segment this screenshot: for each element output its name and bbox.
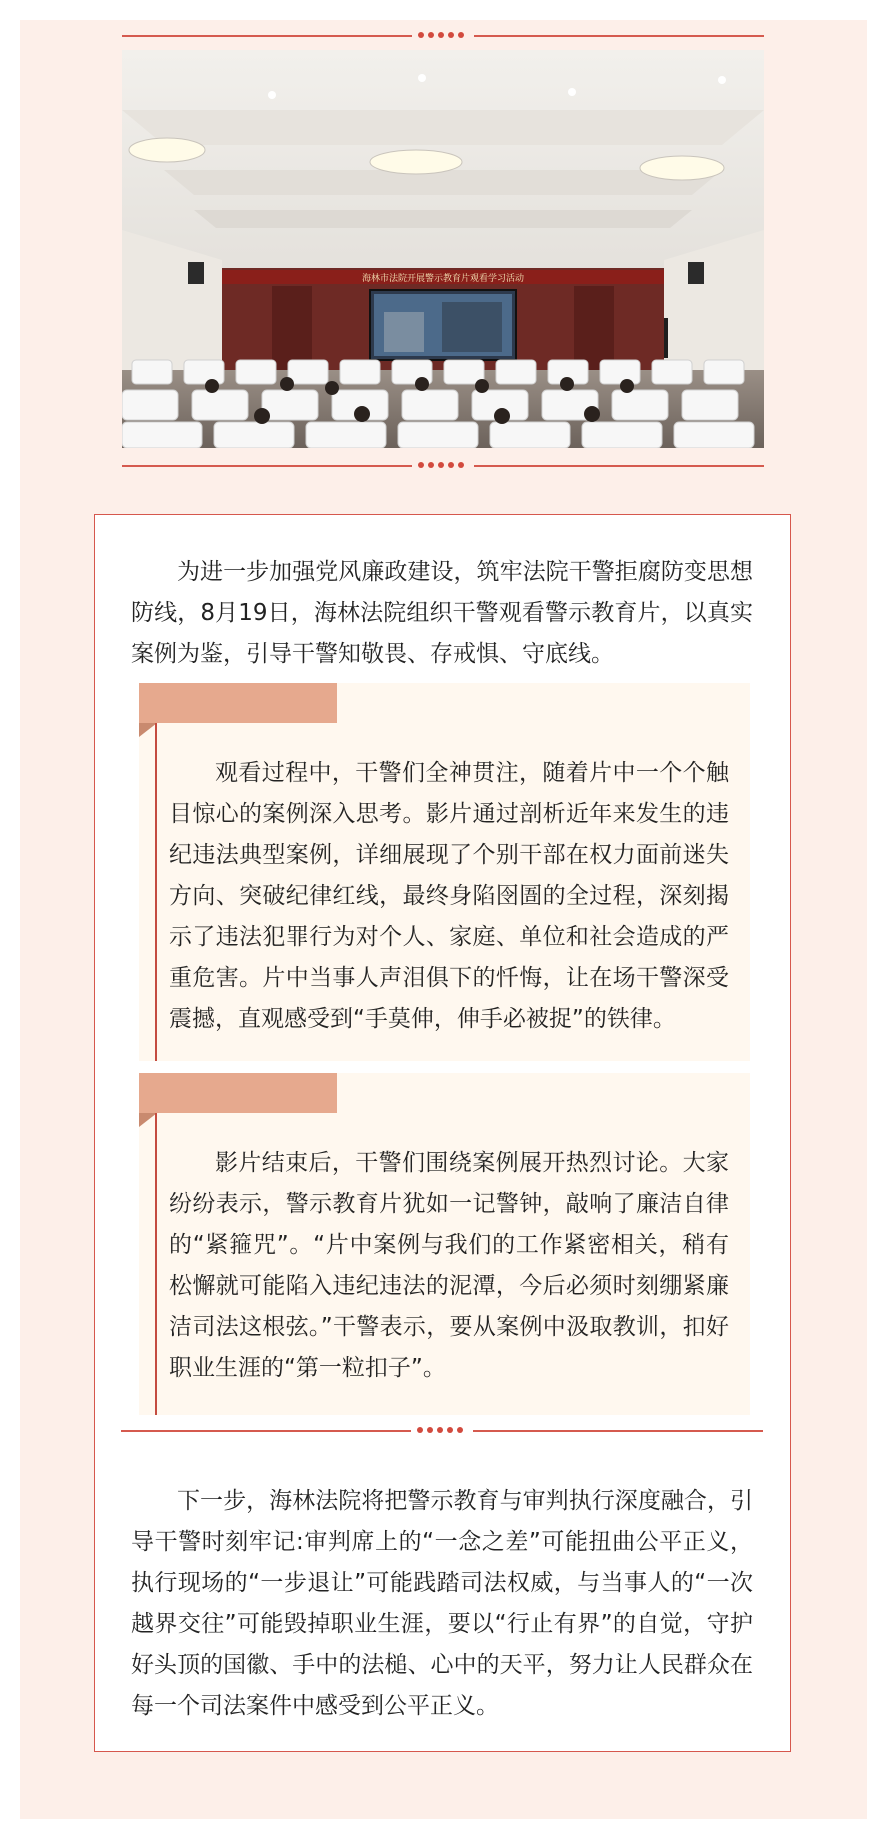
section-2-rule bbox=[155, 1113, 157, 1415]
section-1-rule bbox=[155, 723, 157, 1061]
section-2-tab bbox=[139, 1073, 337, 1113]
closing-paragraph: 下一步，海林法院将把警示教育与审判执行深度融合，引导干警时刻牢记:审判席上的“一念之差”可能扭曲公平正义，执行现场的“一步退让”可能践踏司法权威，与当事人的“一次越界交往”可能毁掉职业生涯，要以“行止有界”的自觉，守护好头顶的国徽、手中的法槌、心中的天平，努力让人民群众在每一个司法案件中感受到公平正义。 bbox=[131, 1488, 753, 1719]
section-1 bbox=[139, 683, 750, 1061]
section-1-paragraph: 观看过程中，干警们全神贯注，随着片中一个个触目惊心的案例深入思考。影片通过剖析近年来发生的违纪违法典型案例，详细展现了个别干部在权力面前迷失方向、突破纪律红线，最终身陷囹圄的全过程，深刻揭示了违法犯罪行为对个人、家庭、单位和社会造成的严重危害。片中当事人声泪俱下的忏悔，让在场干警深受震撼，直观感受到“手莫伸，伸手必被捉”的铁律。 bbox=[169, 760, 729, 1032]
banner-text: 海林市法院开展警示教育片观看学习活动 bbox=[361, 274, 525, 284]
event-photo bbox=[122, 50, 764, 448]
section-1-tab bbox=[139, 683, 337, 723]
top-divider bbox=[122, 31, 764, 41]
section-2 bbox=[139, 1073, 750, 1415]
inner-divider bbox=[121, 1426, 763, 1436]
intro-paragraph: 为进一步加强党风廉政建设，筑牢法院干警拒腐防变思想防线，8月19日，海林法院组织干警观看警示教育片，以真实案例为鉴，引导干警知敬畏、存戒惧、守底线。 bbox=[131, 559, 753, 667]
photo-divider bbox=[122, 461, 764, 471]
section-2-paragraph: 影片结束后，干警们围绕案例展开热烈讨论。大家纷纷表示，警示教育片犹如一记警钟，敲响了廉洁自律的“紧箍咒”。“片中案例与我们的工作紧密相关，稍有松懈就可能陷入违纪违法的泥潭，今后必须时刻绷紧廉洁司法这根弦。”干警表示，要从案例中汲取教训，扣好职业生涯的“第一粒扣子”。 bbox=[169, 1150, 729, 1381]
article-card bbox=[94, 514, 791, 1752]
